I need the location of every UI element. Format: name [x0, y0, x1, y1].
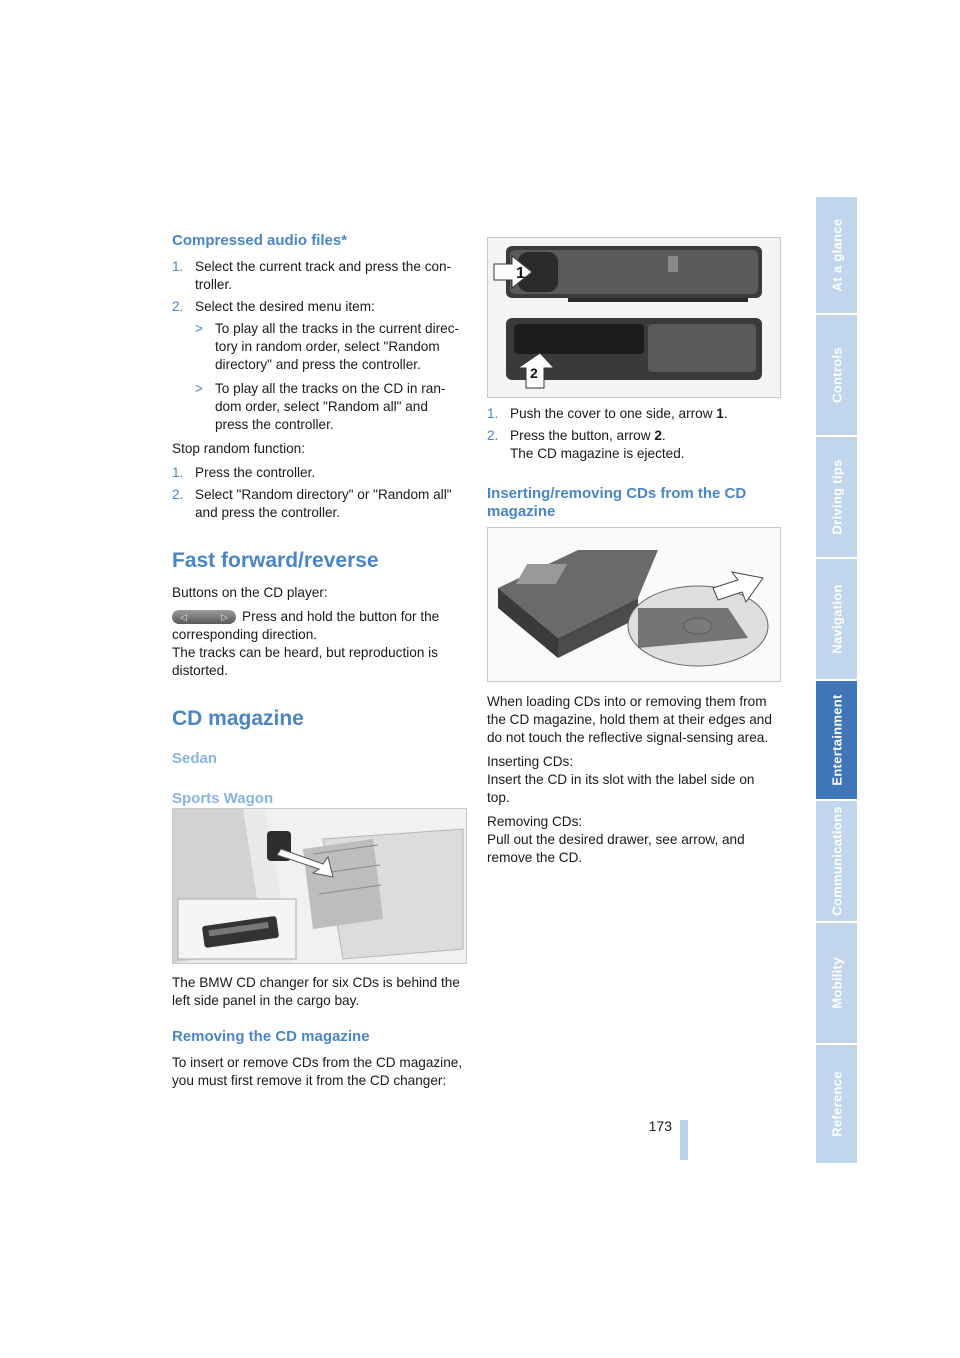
magazine-eject-figure — [487, 237, 781, 398]
inserting-label: Inserting CDs: — [487, 754, 574, 769]
changer-text: The BMW CD changer for six CDs is behind the left side panel in the cargo bay. — [172, 975, 460, 1008]
page-number-bar — [680, 1120, 688, 1160]
list-item: 1. Press the controller. — [172, 465, 316, 480]
left-column-lower — [172, 974, 467, 1096]
ff-intro: Buttons on the CD player: — [172, 585, 328, 600]
bullet-item: > To play all the tracks in the current direc- tory in random order, select "Random directory" and press the controller. — [195, 321, 460, 372]
chapter-tab-label: At a glance — [829, 218, 844, 292]
chapter-tab-at-a-glance[interactable] — [816, 197, 857, 313]
magazine-illustration — [488, 238, 780, 397]
drawer-figure — [487, 527, 781, 682]
chapter-tab-label: Driving tips — [829, 459, 844, 535]
loading-text: When loading CDs into or removing them from the CD magazine, hold them at their edges and do not touch the reflective signal-sensing area. — [487, 694, 772, 745]
left-column — [172, 232, 467, 820]
callout-1: 1 — [516, 265, 525, 282]
chapter-tab-reference[interactable] — [816, 1045, 857, 1163]
chapter-tab-label: Reference — [829, 1071, 844, 1137]
removing-label: Removing CDs: — [487, 814, 583, 829]
list-item: 1. Push the cover to one side, arrow 1. — [487, 406, 728, 421]
chapter-tabs — [816, 197, 857, 1165]
compressed-audio-heading: Compressed audio files* — [172, 232, 348, 249]
fast-forward-heading: Fast forward/reverse — [172, 549, 379, 572]
page-number: 173 — [648, 1118, 672, 1134]
chapter-tab-navigation[interactable] — [816, 559, 857, 679]
sports-wagon-heading: Sports Wagon — [172, 790, 274, 807]
chapter-tab-label: Communications — [829, 806, 844, 916]
drawer-illustration — [488, 528, 780, 681]
bullet-item: > To play all the tracks on the CD in ran- dom order, select "Random all" and press the controller. — [195, 381, 446, 432]
inserting-text: Insert the CD in its slot with the label side on top. — [487, 772, 755, 805]
cd-changer-illustration — [173, 809, 466, 963]
chapter-tab-label: Mobility — [829, 957, 844, 1009]
chapter-tab-entertainment[interactable] — [816, 681, 857, 799]
right-column-upper — [487, 405, 782, 529]
chapter-tab-communications[interactable] — [816, 801, 857, 921]
removing-text: To insert or remove CDs from the CD magazine, you must first remove it from the CD changer: — [172, 1055, 463, 1088]
chapter-tab-controls[interactable] — [816, 315, 857, 435]
removing-cd-text: Pull out the desired drawer, see arrow, and remove the CD. — [487, 832, 745, 865]
cd-skip-buttons-icon: ◁ ▷ — [172, 610, 236, 624]
inserting-heading: Inserting/removing CDs from the CD magazine — [487, 485, 747, 520]
cd-magazine-heading: CD magazine — [172, 707, 304, 730]
sedan-heading: Sedan — [172, 750, 218, 767]
chapter-tab-driving-tips[interactable] — [816, 437, 857, 557]
list-item: 1. Select the current track and press the con- troller. — [172, 259, 452, 292]
list-item: 2. Select "Random directory" or "Random all" and press the controller. — [172, 487, 452, 520]
chapter-tab-label: Controls — [829, 347, 844, 403]
removing-heading: Removing the CD magazine — [172, 1028, 370, 1045]
chapter-tab-mobility[interactable] — [816, 923, 857, 1043]
ff-instruction: ◁ ▷ Press and hold the button for the — [172, 608, 467, 626]
stop-random-label: Stop random function: — [172, 441, 305, 456]
right-column-lower — [487, 693, 782, 873]
chapter-tab-label: Navigation — [829, 584, 844, 654]
callout-2: 2 — [530, 365, 538, 381]
list-item: 2. Select the desired menu item: — [172, 299, 375, 314]
ff-text: corresponding direction. The tracks can be heard, but reproduction is distorted. — [172, 627, 438, 678]
cargo-bay-figure — [172, 808, 467, 964]
chapter-tab-label: Entertainment — [829, 694, 844, 786]
list-item: 2. Press the button, arrow 2. The CD magazine is ejected. — [487, 428, 685, 461]
